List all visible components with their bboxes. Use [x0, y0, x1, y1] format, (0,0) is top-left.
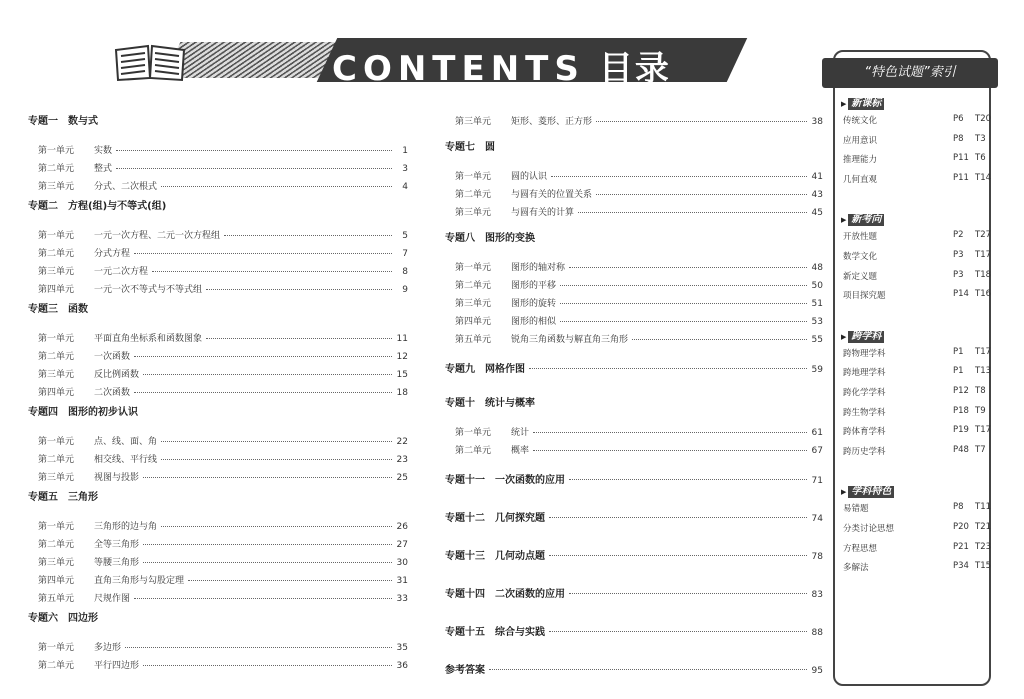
toc-entry-title: 图形的旋转: [511, 299, 557, 309]
toc-entry[interactable]: [38, 143, 408, 156]
toc-section-heading[interactable]: 专题八 图形的变换: [445, 233, 535, 244]
index-item-name: 多解法: [843, 563, 869, 574]
toc-entry-title: 分式方程: [94, 249, 131, 259]
toc-entry-title: 视图与投影: [94, 473, 140, 483]
toc-unit-label: 第二单元: [455, 446, 492, 456]
index-category-label: 跨学科: [848, 331, 884, 343]
index-item[interactable]: [843, 289, 991, 301]
dot-leader: [143, 665, 392, 666]
toc-bold-entry[interactable]: [445, 360, 823, 375]
toc-unit-label: 第三单元: [38, 267, 75, 277]
dot-leader: [569, 479, 807, 480]
dot-leader: [569, 593, 807, 594]
index-category: [841, 98, 884, 110]
toc-unit-label: 第二单元: [38, 661, 75, 671]
toc-entry-title: 图形的轴对称: [511, 263, 566, 273]
toc-entry-title: 等腰三角形: [94, 558, 140, 568]
toc-entry[interactable]: [38, 640, 408, 653]
toc-entry[interactable]: [38, 367, 408, 380]
toc-entry-title: 专题十三 几何动点题: [445, 551, 545, 562]
toc-entry-title: 与圆有关的位置关系: [511, 190, 593, 200]
toc-entry[interactable]: [455, 332, 823, 345]
toc-page-number: 61: [811, 428, 823, 438]
toc-entry[interactable]: [38, 349, 408, 362]
toc-entry-title: 一元二次方程: [94, 267, 149, 277]
toc-page-number: 25: [396, 473, 408, 483]
toc-page-number: 26: [396, 522, 408, 532]
toc-entry[interactable]: [38, 519, 408, 532]
open-book-icon: [112, 42, 188, 82]
toc-page-number: 36: [396, 661, 408, 671]
index-item-name: 应用意识: [843, 135, 878, 146]
toc-entry-title: 反比例函数: [94, 370, 140, 380]
index-item-page: P19: [953, 425, 969, 436]
index-item[interactable]: [843, 134, 991, 146]
toc-entry-title: 专题九 网格作图: [445, 364, 525, 375]
toc-bold-entry[interactable]: [445, 509, 823, 524]
toc-page-number: 71: [811, 476, 823, 486]
index-item-name: 项目探究题: [843, 291, 886, 302]
index-item-page: P11: [953, 153, 969, 164]
toc-section-heading[interactable]: 专题十 统计与概率: [445, 398, 535, 409]
index-item-page: P48: [953, 444, 969, 455]
toc-entry[interactable]: [455, 114, 823, 127]
index-category-label: 新考向: [848, 214, 884, 226]
toc-unit-label: 第四单元: [455, 317, 492, 327]
title-cn: 目录: [598, 49, 671, 89]
index-item[interactable]: [843, 153, 991, 165]
index-item[interactable]: [843, 250, 991, 262]
triangle-right-icon: ▶: [841, 100, 847, 108]
index-item-page: P1: [953, 366, 964, 377]
toc-unit-label: 第三单元: [38, 473, 75, 483]
dot-leader: [596, 121, 807, 122]
index-category-label: 学科特色: [848, 486, 894, 498]
index-category: [841, 331, 884, 343]
toc-entry-title: 参考答案: [445, 665, 485, 676]
index-item-page: P34: [953, 561, 969, 572]
toc-page-number: 38: [811, 117, 823, 127]
toc-unit-label: 第二单元: [455, 281, 492, 291]
index-item[interactable]: [843, 114, 991, 126]
toc-page-number: 35: [396, 643, 408, 653]
toc-entry[interactable]: [38, 555, 408, 568]
index-item-page: P12: [953, 386, 969, 396]
index-item[interactable]: [843, 230, 991, 242]
toc-page-number: 27: [396, 540, 408, 550]
dot-leader: [143, 562, 392, 563]
dot-leader: [134, 598, 392, 599]
dot-leader: [161, 459, 392, 460]
toc-page-number: 67: [811, 446, 823, 456]
index-item-name: 推理能力: [843, 155, 878, 166]
dot-leader: [560, 303, 807, 304]
toc-entry-title: 相交线、平行线: [94, 455, 158, 465]
toc-section-heading[interactable]: 专题七 圆: [445, 142, 495, 153]
toc-page-number: 43: [811, 190, 823, 200]
toc-unit-label: 第二单元: [38, 455, 75, 465]
dot-leader: [489, 669, 807, 670]
contents-banner: [112, 38, 734, 89]
toc-page-number: 50: [811, 281, 823, 291]
toc-entry[interactable]: [455, 205, 823, 218]
toc-entry-title: 统计: [511, 428, 530, 438]
toc-page-number: 53: [811, 317, 823, 327]
toc-entry[interactable]: [38, 537, 408, 550]
dot-leader: [206, 338, 392, 339]
toc-bold-entry[interactable]: [445, 471, 823, 486]
toc-unit-label: 第二单元: [38, 352, 75, 362]
toc-entry-title: 专题十四 二次函数的应用: [445, 589, 565, 600]
toc-page-number: 48: [811, 263, 823, 273]
toc-unit-label: 第一单元: [38, 231, 75, 241]
toc-entry[interactable]: [38, 573, 408, 586]
dot-leader: [596, 194, 807, 195]
toc-entry-title: 整式: [94, 164, 113, 174]
toc-entry-title: 分式、二次根式: [94, 182, 158, 192]
toc-page-number: 3: [402, 164, 408, 174]
index-item-question: T17: [975, 425, 992, 436]
dot-leader: [134, 253, 392, 254]
toc-unit-label: 第二单元: [455, 190, 492, 200]
dot-leader: [549, 555, 807, 556]
dot-leader: [116, 150, 392, 151]
index-item-question: T16: [975, 289, 992, 300]
dot-leader: [533, 432, 807, 433]
toc-entry[interactable]: [38, 470, 408, 483]
index-item-name: 传统文化: [843, 116, 878, 126]
index-item-name: 几何直观: [843, 174, 878, 185]
toc-entry[interactable]: [38, 591, 408, 604]
toc-entry[interactable]: [455, 296, 823, 309]
toc-page-number: 83: [811, 590, 823, 600]
toc-page-number: 4: [402, 182, 408, 192]
index-item-page: P8: [953, 133, 964, 144]
dot-leader: [206, 289, 392, 290]
index-item-name: 易错题: [843, 504, 869, 515]
index-item-page: P14: [953, 289, 969, 300]
index-item-question: T17: [975, 346, 992, 357]
dot-leader: [549, 517, 807, 518]
triangle-right-icon: ▶: [841, 332, 847, 341]
toc-unit-label: 第一单元: [455, 172, 492, 182]
index-item-question: T23: [975, 541, 992, 552]
toc-entry[interactable]: [455, 314, 823, 327]
toc-entry-title: 一元一次方程、二元一次方程组: [94, 231, 221, 241]
toc-entry-title: 点、线、面、角: [94, 437, 158, 447]
toc-entry-title: 专题十五 综合与实践: [445, 627, 545, 638]
toc-page-number: 88: [811, 628, 823, 638]
toc-entry[interactable]: [455, 187, 823, 200]
index-item-name: 跨体育学科: [843, 427, 886, 438]
toc-entry-title: 锐角三角函数与解直角三角形: [511, 335, 629, 345]
dot-leader: [569, 267, 807, 268]
toc-entry-title: 平面直角坐标系和函数图象: [94, 334, 203, 344]
toc-entry-title: 实数: [94, 146, 113, 156]
toc-entry[interactable]: [38, 264, 408, 277]
toc-entry-title: 图形的相似: [511, 317, 557, 327]
toc-page-number: 55: [811, 335, 823, 345]
toc-page-number: 51: [811, 299, 823, 309]
dot-leader: [632, 339, 807, 340]
dot-leader: [161, 186, 392, 187]
toc-unit-label: 第一单元: [455, 263, 492, 273]
index-item-question: T20: [975, 114, 992, 124]
index-item-question: T13: [975, 366, 992, 377]
toc-entry[interactable]: [455, 443, 823, 456]
index-item-page: P20: [953, 522, 969, 532]
toc-entry[interactable]: [38, 179, 408, 192]
toc-section-heading[interactable]: 专题六 四边形: [28, 613, 98, 624]
index-item-name: 方程思想: [843, 543, 878, 554]
index-item-question: T27: [975, 230, 992, 241]
triangle-right-icon: ▶: [841, 216, 847, 225]
toc-page-number: 9: [402, 285, 408, 295]
index-item-name: 开放性题: [843, 232, 878, 243]
toc-page-number: 22: [396, 437, 408, 447]
toc-page-number: 11: [396, 334, 408, 344]
dot-leader: [161, 441, 392, 442]
toc-entry[interactable]: [38, 228, 408, 241]
toc-entry-title: 专题十二 几何探究题: [445, 513, 545, 524]
toc-entry-title: 一次函数: [94, 352, 131, 362]
toc-entry-title: 一元一次不等式与不等式组: [94, 285, 203, 295]
index-item[interactable]: [843, 406, 991, 418]
toc-unit-label: 第四单元: [38, 285, 75, 295]
index-item[interactable]: [843, 173, 991, 185]
dot-leader: [161, 526, 392, 527]
toc-page-number: 33: [396, 594, 408, 604]
index-category: [841, 486, 894, 498]
toc-page-number: 23: [396, 455, 408, 465]
index-item-name: 分类讨论思想: [843, 524, 895, 534]
toc-entry-title: 与圆有关的计算: [511, 208, 575, 218]
toc-unit-label: 第三单元: [455, 208, 492, 218]
toc-page-number: 41: [811, 172, 823, 182]
toc-entry[interactable]: [455, 169, 823, 182]
toc-entry-title: 专题十一 一次函数的应用: [445, 475, 565, 486]
toc-unit-label: 第一单元: [38, 146, 75, 156]
index-item-page: P1: [953, 346, 964, 357]
toc-entry-title: 矩形、菱形、正方形: [511, 117, 593, 127]
toc-entry-title: 平行四边形: [94, 661, 140, 671]
index-item-name: 跨物理学科: [843, 348, 886, 359]
triangle-right-icon: ▶: [841, 488, 847, 497]
toc-unit-label: 第一单元: [455, 428, 492, 438]
toc-entry-title: 三角形的边与角: [94, 522, 158, 532]
toc-entry-title: 全等三角形: [94, 540, 140, 550]
toc-entry-title: 二次函数: [94, 388, 131, 398]
index-item-question: T18: [975, 269, 992, 280]
toc-entry[interactable]: [38, 658, 408, 671]
index-item-question: T3: [975, 133, 986, 144]
index-item-name: 跨化学学科: [843, 388, 886, 398]
toc-page-number: 5: [402, 231, 408, 241]
toc-unit-label: 第四单元: [38, 388, 75, 398]
index-item[interactable]: [843, 561, 991, 573]
toc-unit-label: 第五单元: [38, 594, 75, 604]
page-title: [332, 41, 671, 90]
dot-leader: [143, 374, 392, 375]
toc-unit-label: 第三单元: [38, 558, 75, 568]
index-item-page: P21: [953, 541, 969, 552]
dot-leader: [134, 392, 392, 393]
toc-page-number: 12: [396, 352, 408, 362]
index-item[interactable]: [843, 522, 991, 534]
toc-entry[interactable]: [38, 452, 408, 465]
dot-leader: [560, 285, 807, 286]
index-title: “特色试题”索引: [822, 58, 998, 88]
toc-unit-label: 第三单元: [455, 117, 492, 127]
toc-unit-label: 第二单元: [38, 540, 75, 550]
index-item-question: T17: [975, 250, 992, 260]
toc-unit-label: 第三单元: [38, 182, 75, 192]
index-item-question: T14: [975, 172, 992, 183]
toc-entry[interactable]: [455, 425, 823, 438]
dot-leader: [578, 212, 807, 213]
index-item[interactable]: [843, 445, 991, 457]
dot-leader: [224, 235, 392, 236]
index-item-name: 新定义题: [843, 271, 878, 282]
toc-unit-label: 第四单元: [38, 576, 75, 586]
toc-section-heading[interactable]: 专题五 三角形: [28, 492, 98, 503]
toc-bold-entry[interactable]: [445, 547, 823, 562]
toc-section-heading[interactable]: 专题二 方程(组)与不等式(组): [28, 201, 167, 212]
dot-leader: [533, 450, 807, 451]
index-item-question: T8: [975, 386, 986, 396]
index-item[interactable]: [843, 366, 991, 378]
index-item-name: 数学文化: [843, 252, 878, 262]
index-category-label: 新课标: [848, 98, 884, 110]
toc-page-number: 45: [811, 208, 823, 218]
toc-page-number: 59: [811, 365, 823, 375]
index-item-page: P6: [953, 114, 964, 124]
dot-leader: [134, 356, 392, 357]
toc-page-number: 8: [402, 267, 408, 277]
dot-leader: [125, 647, 392, 648]
index-category: [841, 214, 884, 226]
index-item-name: 跨地理学科: [843, 368, 886, 379]
toc-unit-label: 第二单元: [38, 249, 75, 259]
index-item[interactable]: [843, 502, 991, 514]
toc-section-heading[interactable]: 专题一 数与式: [28, 116, 98, 127]
toc-page-number: 15: [396, 370, 408, 380]
index-item-page: P3: [953, 269, 964, 280]
toc-section-heading[interactable]: 专题三 函数: [28, 304, 88, 315]
toc-bold-entry[interactable]: [445, 661, 823, 676]
toc-page-number: 7: [402, 249, 408, 259]
toc-bold-entry[interactable]: [445, 623, 823, 638]
toc-page-number: 95: [811, 666, 823, 676]
toc-unit-label: 第二单元: [38, 164, 75, 174]
dot-leader: [549, 631, 807, 632]
index-item[interactable]: [843, 347, 991, 359]
dot-leader: [143, 544, 392, 545]
toc-unit-label: 第三单元: [38, 370, 75, 380]
toc-unit-label: 第三单元: [455, 299, 492, 309]
dot-leader: [529, 368, 807, 369]
dot-leader: [152, 271, 392, 272]
toc-unit-label: 第一单元: [38, 522, 75, 532]
index-item-question: T6: [975, 153, 986, 164]
index-item-page: P8: [953, 502, 964, 513]
toc-page-number: 74: [811, 514, 823, 524]
index-item-question: T7: [975, 444, 986, 455]
dot-leader: [188, 580, 392, 581]
index-item-question: T15: [975, 561, 992, 572]
index-item-page: P3: [953, 250, 964, 260]
index-item[interactable]: [843, 270, 991, 282]
dot-leader: [143, 477, 392, 478]
index-item-name: 跨历史学科: [843, 446, 886, 457]
toc-page-number: 1: [402, 146, 408, 156]
index-item-page: P18: [953, 405, 969, 416]
index-item-page: P11: [953, 172, 969, 183]
toc-entry-title: 直角三角形与勾股定理: [94, 576, 185, 586]
toc-unit-label: 第一单元: [38, 437, 75, 447]
toc-page-number: 30: [396, 558, 408, 568]
toc-entry-title: 概率: [511, 446, 530, 456]
toc-entry[interactable]: [38, 246, 408, 259]
toc-entry[interactable]: [455, 260, 823, 273]
toc-page-number: 78: [811, 552, 823, 562]
index-item[interactable]: [843, 425, 991, 437]
toc-bold-entry[interactable]: [445, 585, 823, 600]
toc-entry[interactable]: [38, 434, 408, 447]
index-item-name: 跨生物学科: [843, 407, 886, 418]
index-item-question: T21: [975, 522, 992, 532]
toc-entry[interactable]: [38, 331, 408, 344]
toc-entry[interactable]: [455, 278, 823, 291]
toc-unit-label: 第一单元: [38, 334, 75, 344]
toc-unit-label: 第一单元: [38, 643, 75, 653]
index-item-question: T11: [975, 502, 992, 513]
toc-entry[interactable]: [38, 282, 408, 295]
toc-unit-label: 第五单元: [455, 335, 492, 345]
toc-page-number: 18: [396, 388, 408, 398]
index-item[interactable]: [843, 542, 991, 554]
toc-entry-title: 圆的认识: [511, 172, 548, 182]
dot-leader: [560, 321, 807, 322]
toc-entry-title: 图形的平移: [511, 281, 557, 291]
index-item-question: T9: [975, 405, 986, 416]
toc-entry-title: 尺规作图: [94, 594, 131, 604]
toc-section-heading[interactable]: 专题四 图形的初步认识: [28, 407, 138, 418]
toc-entry[interactable]: [38, 385, 408, 398]
toc-entry[interactable]: [38, 161, 408, 174]
dot-leader: [551, 176, 807, 177]
index-item[interactable]: [843, 386, 991, 398]
title-en: CONTENTS: [332, 49, 585, 89]
toc-entry-title: 多边形: [94, 643, 122, 653]
dot-leader: [116, 168, 392, 169]
toc-page-number: 31: [396, 576, 408, 586]
index-item-page: P2: [953, 230, 964, 241]
